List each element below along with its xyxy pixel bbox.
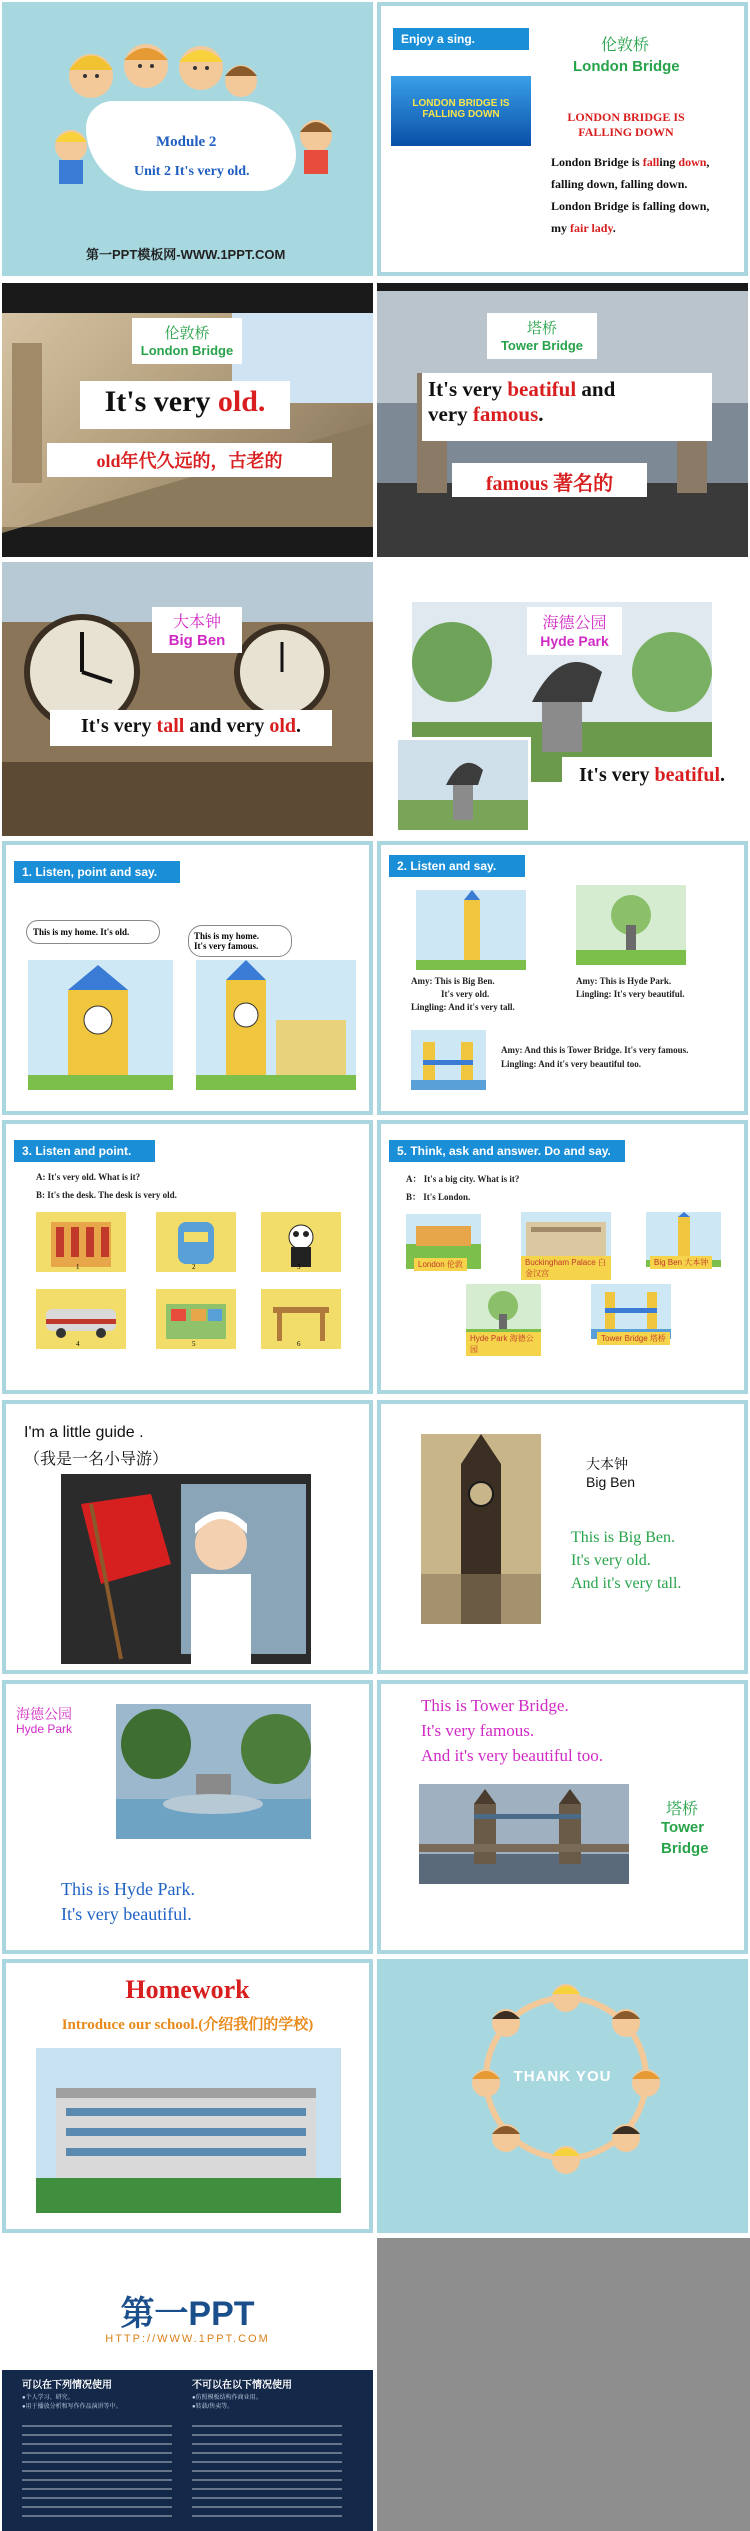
slide-hyde-park-text <box>2 1680 373 1954</box>
illustration-big-ben <box>196 960 356 1090</box>
en-title-2: Bridge <box>661 1840 709 1857</box>
cn-title: 伦敦桥 <box>601 37 650 54</box>
guide-photo <box>61 1474 311 1664</box>
name-card <box>132 318 242 364</box>
activity-tag: 1. Listen, point and say. <box>14 861 180 883</box>
activity-tag: 3. Listen and point. <box>14 1140 155 1162</box>
cn-title: 塔桥 <box>526 321 557 337</box>
can-use-item: ●用于播放分析和写作作品演讲等中。 <box>22 2404 122 2410</box>
lyric-line: London Bridge is falling down, <box>551 199 710 213</box>
tile-number: 1 <box>76 1263 80 1271</box>
tower-bridge-illustration <box>411 1030 486 1090</box>
tile-number: 4 <box>76 1340 80 1348</box>
info-panel <box>2 2370 373 2531</box>
slide-title <box>2 2 373 276</box>
point-tile-1[interactable] <box>36 1212 126 1272</box>
text-line-3: And it's very beautiful too. <box>421 1746 604 1765</box>
point-tile-2[interactable] <box>156 1212 236 1272</box>
module-label: Module 2 <box>156 134 217 150</box>
sentence: It's very tall and very old. <box>80 715 301 737</box>
slide-homework <box>2 1959 373 2233</box>
slide-thank-you <box>377 1959 748 2233</box>
enjoy-tag: Enjoy a sing. <box>393 28 529 50</box>
gloss-card <box>452 463 647 497</box>
kids-bottom-right <box>296 116 336 176</box>
guide-line-1: I'm a little guide . <box>24 1424 144 1441</box>
hyde-park-photo <box>116 1704 311 1839</box>
statue-photo-small <box>395 737 531 833</box>
sentence-card <box>50 710 332 746</box>
en-title: London Bridge <box>140 343 234 358</box>
brand-url: HTTP://WWW.1PPT.COM <box>105 2333 270 2345</box>
en-title-1: Tower <box>661 1819 705 1836</box>
dialogue-line: Amy: This is Hyde Park. <box>576 976 672 986</box>
text-line-2: It's very famous. <box>421 1721 535 1740</box>
en-title: Hyde Park <box>540 633 609 649</box>
lyric-line: falling down, falling down. <box>551 177 688 191</box>
lyric-line: London Bridge is falling down, <box>551 155 710 169</box>
en-title: Tower Bridge <box>500 338 584 353</box>
slide-big-ben <box>2 562 373 836</box>
place-caption: Buckingham Palace 白金汉宫 <box>521 1256 611 1280</box>
video-caption: LONDON BRIDGE IS FALLING DOWN <box>412 98 510 120</box>
cn-title: 伦敦桥 <box>164 326 210 342</box>
cn-title: 海德公园 <box>542 615 607 632</box>
en-title: Big Ben <box>168 632 226 649</box>
link-list-left <box>22 2425 172 2520</box>
speech-bubble: This is my home. It's old. <box>26 920 160 944</box>
brand-logo: 第一PPT <box>120 2295 255 2333</box>
gloss: old年代久远的，古老的 <box>96 451 283 471</box>
bubble-line: This is my home. <box>194 931 260 941</box>
tile-number: 5 <box>192 1340 196 1348</box>
point-tile-6[interactable] <box>261 1289 341 1349</box>
slide-tower-bridge-text <box>377 1680 748 1954</box>
text-line-2: It's very beautiful. <box>61 1904 192 1924</box>
lyrics <box>551 151 709 239</box>
place-caption: Hyde Park 海德公园 <box>466 1332 541 1356</box>
dialogue-line: Lingling: And it's very tall. <box>411 1002 515 1012</box>
dialogue-line: Amy: This is Big Ben. <box>411 976 495 986</box>
text-line-1: This is Tower Bridge. <box>421 1696 569 1715</box>
can-use-item: ●个人学习、研究。 <box>22 2395 74 2401</box>
question-b: B: It's the desk. The desk is very old. <box>36 1190 177 1200</box>
sentence: It's very old. <box>104 385 266 418</box>
place-tile-london[interactable] <box>406 1214 481 1269</box>
song-video-thumb[interactable] <box>391 76 531 146</box>
cn-title: 大本钟 <box>586 1456 628 1472</box>
speech-bubble <box>188 925 292 957</box>
link-list-right <box>192 2425 342 2520</box>
sentence-line-2: very famous. <box>428 402 544 426</box>
text-line-2: It's very old. <box>571 1552 651 1569</box>
tile-number: 6 <box>297 1340 301 1348</box>
place-tile-big-ben[interactable] <box>646 1212 721 1267</box>
big-ben-photo <box>2 562 373 836</box>
place-tile-hyde-park[interactable] <box>466 1284 541 1354</box>
text-line-1: This is Hyde Park. <box>61 1879 195 1899</box>
slide-hyde-park <box>377 562 748 836</box>
activity-tag: 2. Listen and say. <box>389 855 525 877</box>
name-card <box>527 607 622 655</box>
slide-big-ben-text <box>377 1400 748 1674</box>
place-caption: Tower Bridge 塔桥 <box>597 1332 670 1345</box>
big-ben-photo <box>421 1434 541 1624</box>
cn-title: 海德公园 <box>16 1708 72 1723</box>
lyric-line: my fair lady. <box>551 221 616 235</box>
en-title: Hyde Park <box>16 1722 73 1736</box>
dialogue-line: Lingling: And it's very beautiful too. <box>501 1059 642 1069</box>
place-tile-buckingham[interactable] <box>521 1212 611 1278</box>
dialogue-3 <box>501 1043 688 1071</box>
dialogue-1 <box>411 975 515 1014</box>
sentence-card <box>562 757 742 797</box>
place-caption: Big Ben 大本钟 <box>650 1256 712 1269</box>
illustration-old-home <box>28 960 173 1090</box>
question-a: A： It's a big city. What is it? <box>406 1174 520 1184</box>
homework-task: Introduce our school.(介绍我们的学校) <box>61 2017 314 2033</box>
dialogue-line: Amy: And this is Tower Bridge. It's very famous. <box>501 1045 689 1055</box>
slide-listen-and-say <box>377 841 748 1115</box>
name-card <box>152 607 242 653</box>
slide-footer: 第一PPT模板网-WWW.1PPT.COM <box>86 247 286 262</box>
kids-cartoon <box>61 36 261 106</box>
en-title: Big Ben <box>586 1474 636 1490</box>
sentence-card <box>422 373 712 441</box>
activity-tag: 5. Think, ask and answer. Do and say. <box>389 1140 625 1162</box>
cn-title: 塔桥 <box>666 1801 699 1818</box>
empty-slot <box>377 2238 750 2531</box>
dialogue-line: It's very old. <box>441 989 490 999</box>
slide-listen-point-say <box>2 841 373 1115</box>
school-photo <box>36 2048 341 2213</box>
tower-bridge-photo <box>419 1784 629 1884</box>
dialogue-2 <box>576 975 685 1001</box>
slide-think-ask-answer <box>377 1120 748 1394</box>
text-line-1: This is Big Ben. <box>571 1529 676 1546</box>
song-title: LONDON BRIDGE IS FALLING DOWN <box>567 110 685 139</box>
guide-line-2: （我是一名小导游） <box>24 1451 169 1468</box>
slide-london-bridge <box>2 283 373 557</box>
place-tile-tower-bridge[interactable] <box>591 1284 671 1343</box>
point-tile-5[interactable] <box>156 1289 236 1349</box>
dialogue-line: Lingling: It's very beautiful. <box>576 989 685 999</box>
unit-label: Unit 2 It's very old. <box>134 164 250 179</box>
slide-little-guide <box>2 1400 373 1674</box>
cannot-use-title: 不可以在以下情况使用 <box>192 2380 292 2391</box>
kids-bottom-left <box>51 126 91 186</box>
sentence-line-1: It's very beatiful and <box>428 377 616 401</box>
point-tile-4[interactable] <box>36 1289 126 1349</box>
sentence-card <box>80 381 290 429</box>
place-caption: London 伦敦 <box>414 1258 467 1271</box>
slide-tower-bridge <box>377 283 748 557</box>
big-ben-illustration <box>416 890 526 970</box>
tile-number: 2 <box>192 1263 196 1271</box>
en-title: London Bridge <box>573 58 680 75</box>
slide-listen-and-point <box>2 1120 373 1394</box>
text-line-3: And it's very tall. <box>571 1575 682 1592</box>
cn-title: 大本钟 <box>172 614 221 631</box>
hyde-park-illustration <box>576 885 686 965</box>
question-b: B： It's London. <box>406 1192 471 1202</box>
cannot-use-item: ●转载/售卖等。 <box>192 2404 234 2410</box>
gloss-card <box>47 443 332 477</box>
can-use-title: 可以在下列情况使用 <box>22 2380 112 2391</box>
tile-number: 3 <box>297 1263 301 1271</box>
name-card <box>487 313 597 359</box>
homework-title: Homework <box>125 1975 250 2004</box>
sentence: It's very beatiful. <box>578 764 726 786</box>
gloss: famous 著名的 <box>485 473 614 495</box>
point-tile-3[interactable] <box>261 1212 341 1272</box>
cannot-use-item: ●仿照模板结构作商业用。 <box>192 2395 262 2401</box>
thank-you-text: THANK YOU <box>513 2068 612 2085</box>
bubble-line: It's very famous. <box>194 941 259 951</box>
slide-brand-footer <box>2 2238 373 2531</box>
slide-song <box>377 2 748 276</box>
question-a: A: It's very old. What is it? <box>36 1172 141 1182</box>
